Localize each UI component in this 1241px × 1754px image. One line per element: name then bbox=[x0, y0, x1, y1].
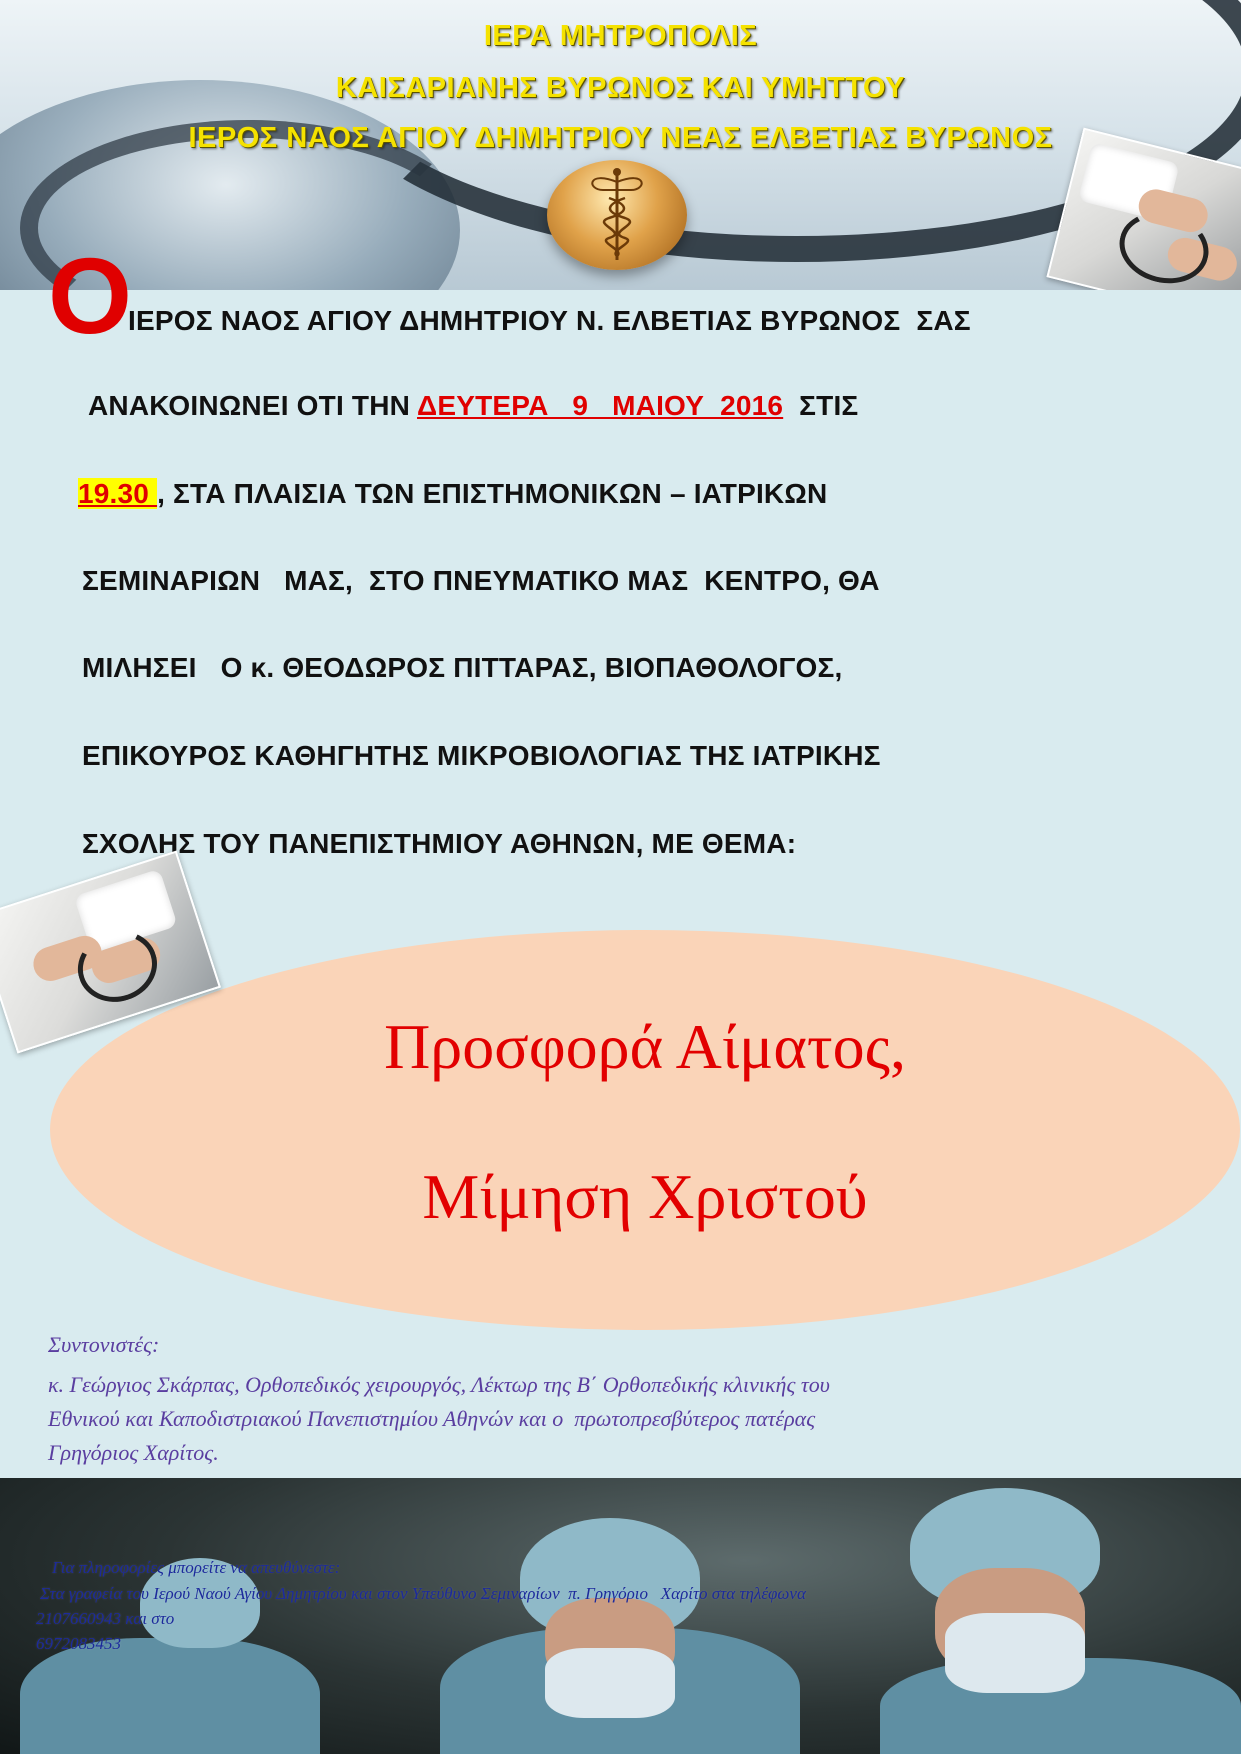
stethoscope-icon bbox=[69, 921, 167, 1012]
announcement-line-1: ΙΕΡΟΣ ΝΑΟΣ ΑΓΙΟΥ ΔΗΜΗΤΡΙΟΥ Ν. ΕΛΒΕΤΙΑΣ ΒΥΡΩΝΟΣ ΣΑΣ bbox=[128, 305, 971, 336]
coordinators-line-1: κ. Γεώργιος Σκάρπας, Ορθοπεδικός χειρουργός, Λέκτωρ της Β΄ Ορθοπεδικής κλινικής του bbox=[48, 1372, 830, 1397]
announcement-line-2 bbox=[88, 390, 858, 422]
coordinators-line-2: Εθνικού και Καποδιστριακού Πανεπιστημίου Αθηνών και ο πρωτοπρεσβύτερος πατέρας bbox=[48, 1406, 816, 1431]
caduceus-icon bbox=[547, 160, 687, 270]
coordinators-heading: Συντονιστές: bbox=[48, 1332, 160, 1357]
header-banner bbox=[0, 0, 1241, 290]
announcement-text: ΣΤΙΣ bbox=[783, 390, 859, 421]
topic-line-1: Προσφορά Αίματος, bbox=[384, 1011, 906, 1082]
announcement-line-4: ΣΕΜΙΝΑΡΙΩΝ ΜΑΣ, ΣΤΟ ΠΝΕΥΜΑΤΙΚΟ ΜΑΣ ΚΕΝΤΡΟ, ΘΑ bbox=[82, 565, 880, 596]
contact-phone-1: 2107660943 και στο bbox=[36, 1609, 175, 1628]
announcement-line-7: ΣΧΟΛΗΣ ΤΟΥ ΠΑΝΕΠΙΣΤΗΜΙΟΥ ΑΘΗΝΩΝ, ΜΕ ΘΕΜΑ: bbox=[82, 828, 797, 859]
event-time: 19.30 bbox=[78, 478, 158, 509]
contact-line-1: Στα γραφεία του Ιερού Ναού Αγίου Δημητρίου και στον Υπεύθυνο Σεμιναρίων π. Γρηγόριο Χαρίτο στα τηλέφωνα bbox=[40, 1584, 806, 1603]
surgeon-mask bbox=[945, 1613, 1085, 1693]
surgeon-mask bbox=[545, 1648, 675, 1718]
surgeons-photo bbox=[0, 1478, 1241, 1754]
announcement-text: , ΣΤΑ ΠΛΑΙΣΙΑ ΤΩΝ ΕΠΙΣΤΗΜΟΝΙΚΩΝ – ΙΑΤΡΙΚΩΝ bbox=[157, 478, 828, 509]
surgeon-gown bbox=[20, 1638, 320, 1754]
header-church: ΙΕΡΟΣ ΝΑΟΣ ΑΓΙΟΥ ΔΗΜΗΤΡΙΟΥ ΝΕΑΣ ΕΛΒΕΤΙΑΣ ΒΥΡΩΝΟΣ bbox=[188, 122, 1053, 154]
header-diocese: ΚΑΙΣΑΡΙΑΝΗΣ ΒΥΡΩΝΟΣ ΚΑΙ ΥΜΗΤΤΟΥ bbox=[335, 72, 906, 104]
announcement-line-5: ΜΙΛΗΣΕΙ Ο κ. ΘΕΟΔΩΡΟΣ ΠΙΤΤΑΡΑΣ, ΒΙΟΠΑΘΟΛΟΓΟΣ, bbox=[82, 652, 843, 683]
topic-ellipse bbox=[50, 930, 1240, 1330]
topic-line-2: Μίμηση Χριστού bbox=[422, 1161, 868, 1232]
contact-heading: Για πληροφορίες μπορείτε να απευθύνεστε: bbox=[52, 1558, 341, 1577]
header-metropolis: ΙΕΡΑ ΜΗΤΡΟΠΟΛΙΣ bbox=[483, 20, 758, 52]
dropcap-letter: O bbox=[48, 235, 133, 356]
announcement-line-3 bbox=[78, 478, 827, 510]
contact-phone-2: 6972083453 bbox=[36, 1634, 121, 1653]
announcement-line-6: ΕΠΙΚΟΥΡΟΣ ΚΑΘΗΓΗΤΗΣ ΜΙΚΡΟΒΙΟΛΟΓΙΑΣ ΤΗΣ ΙΑΤΡΙΚΗΣ bbox=[82, 740, 881, 771]
coordinators-line-3: Γρηγόριος Χαρίτος. bbox=[48, 1440, 219, 1465]
caduceus-orb bbox=[547, 160, 687, 270]
event-date: ΔΕΥΤΕΡΑ 9 ΜΑΙΟΥ 2016 bbox=[417, 390, 784, 421]
announcement-text: ΑΝΑΚΟΙΝΩΝΕΙ ΟΤΙ ΤΗΝ bbox=[88, 390, 418, 421]
